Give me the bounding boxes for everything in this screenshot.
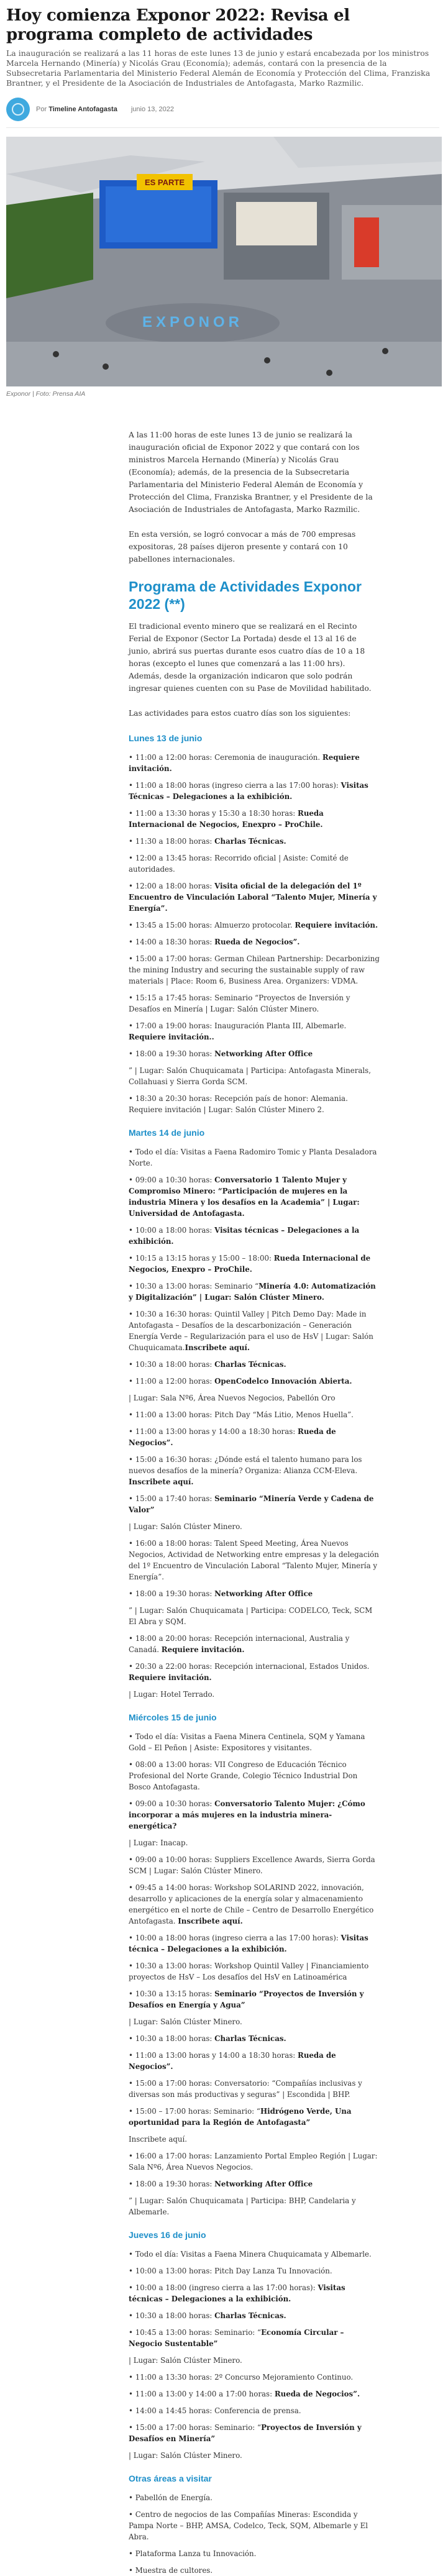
visitor-figure — [326, 370, 332, 376]
activity-highlight: Inscribete aquí. — [178, 1917, 243, 1925]
hero-image — [6, 137, 442, 386]
activity-item — [129, 1521, 380, 1532]
activity-item — [129, 992, 380, 1015]
day-activity-list — [129, 1146, 380, 1700]
activity-text: | Lugar: Hotel Terrado. — [129, 1690, 215, 1699]
activity-text: • Todo el día: Visitas a Faena Minera Chuquicamata y Albemarle. — [129, 2250, 372, 2259]
publish-date: junio 13, 2022 — [130, 105, 174, 113]
activity-highlight: Visita oficial de la delegación del 1º Encuentro de Vinculación Laboral “Talento Mujer, Minería y Energía”. — [129, 882, 377, 913]
activity-text: • 10:00 a 18:00 horas: — [129, 1226, 215, 1235]
activity-text: • 18:00 a 19:30 horas: — [129, 2180, 215, 2188]
activity-text: • 11:00 a 13:00 y 14:00 a 17:00 horas: — [129, 2390, 275, 2398]
activity-text: • Muestra de cultores. — [129, 2566, 213, 2575]
activity-text: • 15:00 a 17:40 horas: — [129, 1494, 215, 1503]
byline-text — [36, 106, 117, 113]
visitor-figure — [53, 351, 59, 357]
activity-highlight: Inscribete aquí. — [129, 1478, 194, 1486]
activity-item — [129, 852, 380, 875]
activity-item — [129, 2249, 380, 2260]
activity-text: ” | Lugar: Salón Chuquicamata | Participa: BHP, Candelaria y Albemarle. — [129, 2196, 356, 2216]
activity-text: • Centro de negocios de las Compañías Mineras: Escondida y Pampa Norte – BHP, AMSA, Codelco, Teck, SQM, Albemarle y El Abra. — [129, 2510, 368, 2541]
activity-highlight: Hidrógeno Verde, Una oportunidad para la Región de Antofagasta” — [129, 2107, 352, 2127]
activity-item — [129, 2388, 380, 2400]
activity-text: • 17:00 a 19:00 horas: Inauguración Planta III, Albemarle. — [129, 1021, 347, 1030]
activity-item — [129, 1020, 380, 1043]
activity-text: • 11:00 a 13:30 horas: 2º Concurso Mejoramiento Continuo. — [129, 2373, 354, 2382]
activity-item — [129, 1409, 380, 1420]
activity-text: • 10:00 a 18:00 (ingreso cierra a las 17:00 horas): — [129, 2283, 318, 2292]
activity-item — [129, 1932, 380, 1955]
page-title: Hoy comienza Exponor 2022: Revisa el programa completo de actividades — [6, 6, 350, 44]
activity-text: • 20:30 a 22:00 horas: Recepción internacional, Estados Unidos. — [129, 1662, 370, 1671]
activity-item — [129, 1253, 380, 1275]
activity-item — [129, 1661, 380, 1683]
activity-item — [129, 1392, 380, 1404]
activity-text: • 14:00 a 18:30 horas: — [129, 938, 215, 946]
activity-item — [129, 2310, 380, 2321]
activity-item — [129, 1798, 380, 1832]
article-paragraph: Las actividades para estos cuatro días son los siguientes: — [129, 709, 351, 718]
activity-highlight: Seminario “Minería Verde y Cadena de Valor” — [129, 1494, 374, 1514]
activity-item — [129, 836, 380, 847]
visitor-figure — [264, 357, 270, 363]
floor-letters: EXPONOR — [142, 314, 244, 331]
activity-item — [129, 1882, 380, 1927]
activity-item — [129, 1093, 380, 1115]
activity-item — [129, 1588, 380, 1599]
activity-item — [129, 1426, 380, 1448]
activity-item — [129, 1359, 380, 1370]
activity-text: • Todo el día: Visitas a Faena Minera Centinela, SQM y Yamana Gold – El Peñon | Asiste: Expositores y visitantes. — [129, 1732, 365, 1752]
activity-highlight: Requiere invitación. — [129, 1673, 212, 1682]
activity-highlight: Visitas técnica – Delegaciones a la exhibición. — [129, 1934, 368, 1953]
activity-highlight: Proyectos de Inversión y Desafíos en Minería” — [129, 2423, 362, 2443]
activity-item — [129, 2372, 380, 2383]
activity-highlight: Conversatorio 1 Talento Mujer y Compromiso Minero: “Participación de mujeres en la industria Minera y los desafíos en la Academia” | Lugar: Universidad de Antofagasta. — [129, 1176, 360, 1218]
canopy-inner — [106, 186, 211, 242]
activity-item — [129, 752, 380, 774]
activity-text: • 18:00 a 19:30 horas: — [129, 1049, 215, 1058]
author-avatar[interactable] — [6, 98, 30, 121]
activity-text: | Lugar: Salón Clúster Minero. — [129, 2356, 242, 2365]
activity-text: | Lugar: Salón Clúster Minero. — [129, 2451, 242, 2460]
activity-text: • Pabellón de Energía. — [129, 2493, 213, 2502]
article-header — [0, 0, 448, 128]
activity-text: | Lugar: Sala Nº6, Área Nuevos Negocios, Pabellón Oro — [129, 1394, 336, 1402]
byline — [6, 97, 439, 128]
activity-text: • 13:45 a 15:00 horas: Almuerzo protocolar. — [129, 921, 295, 929]
activity-item — [129, 1309, 380, 1353]
activity-text: • 11:00 a 13:00 horas y 14:00 a 18:30 horas: — [129, 1427, 298, 1436]
activity-item — [129, 2355, 380, 2366]
activity-item — [129, 2565, 380, 2576]
activity-highlight: Visitas técnicas – Delegaciones a la exhibición. — [129, 1226, 360, 1246]
activity-item — [129, 1854, 380, 1876]
activity-item — [129, 936, 380, 948]
activity-item — [129, 1759, 380, 1793]
activity-item — [129, 1493, 380, 1515]
activity-item — [129, 2450, 380, 2461]
activity-highlight: Networking After Office — [214, 2180, 313, 2188]
activity-item — [129, 1225, 380, 1247]
activity-text: • 11:00 a 12:00 horas: — [129, 1377, 215, 1386]
day-heading: Lunes 13 de junio — [129, 733, 203, 743]
activity-text: • 11:00 a 13:30 horas y 15:30 a 18:30 horas: — [129, 809, 298, 818]
activity-item — [129, 920, 380, 931]
activity-item — [129, 2282, 380, 2304]
activity-text: • 11:00 a 13:00 horas: Pitch Day “Más Litio, Menos Huella”. — [129, 1410, 354, 1419]
activity-item — [129, 2050, 380, 2072]
activity-item — [129, 780, 380, 802]
activity-text: • 11:00 a 18:00 horas (ingreso cierra a las 17:00 horas): — [129, 781, 341, 790]
activity-highlight: Requiere invitación. — [161, 1645, 245, 1654]
activity-text: • Todo el día: Visitas a Faena Radomiro Tomic y Planta Desaladora Norte. — [129, 1148, 377, 1167]
program-heading: Programa de Actividades Exponor 2022 (**) — [129, 578, 362, 612]
visitor-figure — [103, 363, 109, 370]
activity-highlight: Networking After Office — [214, 1049, 313, 1058]
activity-text: • 18:00 a 20:00 horas: Recepción internacional, Australia y Canadá. — [129, 1634, 350, 1654]
activity-text: • 18:30 a 20:30 horas: Recepción país de honor: Alemania. Requiere invitación | Lugar: Salón Clúster Minero 2. — [129, 1094, 348, 1114]
activity-highlight: Rueda de Negocios”. — [129, 1427, 336, 1447]
day-activity-list — [129, 2249, 380, 2461]
activity-highlight: Rueda Internacional de Negocios, Enexpro – ProChile. — [129, 809, 324, 829]
activity-text: • 12:00 a 13:45 horas: Recorrido oficial | Asiste: Comité de autoridades. — [129, 854, 349, 874]
activity-text: | Lugar: Inacap. — [129, 1838, 188, 1847]
activity-highlight: Charlas Técnicas. — [214, 2311, 286, 2320]
activity-text: • 10:30 a 13:00 horas: Workshop Quintil Valley | Financiamiento proyectos de HsV – Los desafíos del HsV en Latinoamérica — [129, 1962, 369, 1981]
activity-item — [129, 2033, 380, 2044]
activity-item — [129, 1538, 380, 1583]
hero-photo-illustration — [6, 137, 442, 386]
article-paragraph: El tradicional evento minero que se realizará en el Recinto Ferial de Exponor (Sector La Portada) desde el 13 al 16 de junio, abrirá sus puertas durante esos cuatro días de 10 a 18 horas (excepto el lunes que comenzará a las 11:00 hrs). Además, desde la organización indicaron que solo podrán ingresar quienes cuenten con su Pase de Movilidad habilitado. — [129, 622, 372, 693]
activity-item — [129, 1605, 380, 1627]
activity-highlight: Inscribete aquí. — [185, 1343, 250, 1352]
activity-item — [129, 1689, 380, 1700]
author-link[interactable]: Timeline Antofagasta — [48, 105, 117, 113]
activity-item — [129, 2150, 380, 2173]
activity-highlight: Seminario “Proyectos de Inversión y Desafíos en Energía y Agua” — [129, 1989, 364, 2009]
activity-item — [129, 1960, 380, 1983]
activity-item — [129, 1731, 380, 1753]
activity-text: • 15:00 a 17:00 horas: German Chilean Partnership: Decarbonizing the mining Industry and securing the sustainable supply of raw materials | Place: Room 6, Business Area. Organizers: VDMA. — [129, 954, 380, 985]
activity-text: • 14:00 a 14:45 horas: Conferencia de prensa. — [129, 2406, 301, 2415]
activity-item — [129, 2492, 380, 2503]
activity-highlight: Rueda Internacional de Negocios, Enexpro – ProChile. — [129, 1254, 371, 1274]
activity-text: • 08:00 a 13:00 horas: VII Congreso de Educación Técnico Profesional del Norte Grande, Colegio Técnico Industrial Don Bosco Antofagasta. — [129, 1760, 358, 1791]
article-paragraph: En esta versión, se logró convocar a más de 700 empresas expositoras, 28 países dijeron presente y contará con 10 pabellones internacionales. — [129, 530, 356, 564]
activity-text: • 10:00 a 18:00 horas (ingreso cierra a las 17:00 horas): — [129, 1934, 341, 1942]
activity-text: | Lugar: Salón Clúster Minero. — [129, 2017, 242, 2026]
activity-item — [129, 1146, 380, 1169]
activity-item — [129, 1837, 380, 1848]
activity-highlight: Economía Circular – Negocio Sustentable” — [129, 2328, 344, 2348]
walkway — [6, 342, 442, 386]
activity-item — [129, 1281, 380, 1303]
activity-item — [129, 1454, 380, 1487]
activity-text: • 15:00 – 17:00 horas: Seminario: “ — [129, 2107, 260, 2116]
activity-item — [129, 2327, 380, 2349]
activity-text: • 15:00 a 17:00 horas: Conversatorio: “Compañías inclusivas y diversas son más productivas y seguras” | Escondida | BHP. — [129, 2079, 362, 2099]
activity-text: • 10:30 a 18:00 horas: — [129, 1360, 215, 1369]
activity-text: Inscribete aquí. — [129, 2135, 188, 2144]
activity-highlight: Rueda de Negocios”. — [274, 2390, 360, 2398]
article-lead: La inauguración se realizará a las 11 horas de este lunes 13 de junio y estará encabezada por los ministros Marcela Hernando (Minería) y Nicolás Grau (Economía); además, contará con la presencia de la Subsecretaria Parlamentaria del Ministerio Federal Alemán de Economía y Protección del Clima, Franziska Brantner, y el Presidente de la Asociación de Industriales de Antofagasta, Marko Razmilic. — [6, 48, 431, 88]
activity-item — [129, 1174, 380, 1219]
activity-item — [129, 1048, 380, 1059]
activity-item — [129, 953, 380, 987]
avatar-logo-icon — [12, 103, 24, 116]
activity-highlight: Requiere invitación. — [295, 921, 378, 929]
activity-highlight: Charlas Técnicas. — [214, 2034, 286, 2043]
activity-text: • 12:00 a 18:00 horas: — [129, 882, 215, 890]
day-heading: Otras áreas a visitar — [129, 2473, 212, 2483]
activity-highlight: Conversatorio Talento Mujer: ¿Cómo incorporar a más mujeres en la industria minera-energética? — [129, 1799, 365, 1830]
activity-highlight: Rueda de Negocios”. — [214, 938, 300, 946]
activity-text: • 11:00 a 12:00 horas: Ceremonia de inauguración. — [129, 753, 322, 762]
red-stand — [354, 217, 379, 267]
activity-text: ” | Lugar: Salón Chuquicamata | Participa: CODELCO, Teck, SCM El Abra y SQM. — [129, 1606, 373, 1626]
activity-item — [129, 1065, 380, 1087]
day-heading: Miércoles 15 de junio — [129, 1712, 217, 1722]
activity-text: • 15:15 a 17:45 horas: Seminario “Proyectos de Inversión y Desafíos en Minería | Lugar: Salón Clúster Minero. — [129, 993, 350, 1013]
activity-item — [129, 1988, 380, 2011]
activity-text: • 10:15 a 13:15 horas y 15:00 – 18:00: — [129, 1254, 274, 1263]
activity-text: • 10:30 a 18:00 horas: — [129, 2034, 215, 2043]
day-activity-list — [129, 2492, 380, 2576]
activity-text: • 09:00 a 10:30 horas: — [129, 1799, 215, 1808]
activity-text: • 11:00 a 13:00 horas y 14:00 a 18:30 horas: — [129, 2051, 298, 2060]
activity-item — [129, 808, 380, 830]
activity-text: • 16:00 a 18:00 horas: Talent Speed Meeting, Área Nuevos Negocios, Actividad de Networking entre empresas y la delegación del 1º Encuentro de Vinculación Laboral “Talento Mujer, Minería y Energía”. — [129, 1539, 379, 1581]
byline-prefix: Por — [36, 105, 47, 113]
activity-text: • 09:00 a 10:30 horas: — [129, 1176, 215, 1184]
activity-highlight: Minería 4.0: Automatización y Digitalización” | Lugar: Salón Clúster Minero. — [129, 1282, 376, 1302]
activity-text: • 09:00 a 10:00 horas: Suppliers Excellence Awards, Sierra Gorda SCM | Lugar: Salón Clúster Minero. — [129, 1855, 375, 1875]
activity-text: • 10:00 a 13:00 horas: Pitch Day Lanza Tu Innovación. — [129, 2267, 332, 2275]
activity-highlight: OpenCodelco Innovación Abierta. — [214, 1377, 352, 1386]
day-heading: Martes 14 de junio — [129, 1128, 205, 1138]
day-heading: Jueves 16 de junio — [129, 2230, 206, 2240]
grass-area — [6, 193, 93, 298]
activity-text: • 10:30 a 13:00 horas: Seminario “ — [129, 1282, 259, 1290]
activity-highlight: Visitas técnicas – Delegaciones a la exhibición. — [129, 2283, 345, 2303]
activity-text: • 10:30 a 16:30 horas: Quintil Valley | Pitch Demo Day: Made in Antofagasta – Desafíos de la descarbonización – Generación Energía Verde – Regularización para el uso de HsV | Lugar: Salón Chuquicamata. — [129, 1310, 373, 1352]
pavilion-wall — [236, 202, 317, 245]
activity-item — [129, 2178, 380, 2190]
activity-item — [129, 2422, 380, 2444]
activity-item — [129, 2134, 380, 2145]
article-paragraph: A las 11:00 horas de este lunes 13 de junio se realizará la inauguración oficial de Exponor 2022 y que contará con los ministros Marcela Hernando (Minería) y Nicolás Grau (Economía); además, de la presencia de la Subsecretaria Parlamentaria del Ministerio Federal Alemán de Economía y Protección del Clima, Franziska Brantner, y el Presidente de la Asociación de Industriales de Antofagasta, Marko Razmilic. — [129, 431, 373, 514]
day-activity-list — [129, 1731, 380, 2217]
activity-text: | Lugar: Salón Clúster Minero. — [129, 1522, 242, 1531]
activity-item — [129, 2509, 380, 2542]
activity-highlight: Visitas Técnicas – Delegaciones a la exhibición. — [129, 781, 368, 801]
activity-item — [129, 880, 380, 914]
activity-item — [129, 2016, 380, 2027]
schedule — [129, 732, 380, 2576]
activity-highlight: Charlas Técnicas. — [214, 837, 286, 846]
activity-item — [129, 2548, 380, 2559]
activity-item — [129, 2078, 380, 2100]
activity-item — [129, 1633, 380, 1655]
activity-highlight: Requiere invitación.. — [129, 1033, 214, 1041]
activity-text: ” | Lugar: Salón Chuquicamata | Participa: Antofagasta Minerals, Collahuasi y Sierra Gorda SCM. — [129, 1066, 371, 1086]
activity-item — [129, 2265, 380, 2277]
activity-highlight: Requiere invitación. — [129, 753, 360, 773]
visitor-figure — [382, 348, 388, 354]
activity-highlight: Rueda de Negocios”. — [129, 2051, 336, 2071]
activity-highlight: Charlas Técnicas. — [214, 1360, 286, 1369]
activity-text: • 18:00 a 19:30 horas: — [129, 1589, 215, 1598]
activity-item — [129, 2195, 380, 2217]
activity-text: • 11:30 a 18:00 horas: — [129, 837, 215, 846]
activity-highlight: Networking After Office — [214, 1589, 313, 1598]
activity-item — [129, 2405, 380, 2416]
sign-text: ES PARTE — [144, 178, 185, 187]
activity-text: • 15:00 a 17:00 horas: Seminario: “ — [129, 2423, 262, 2432]
activity-text: • 10:30 a 18:00 horas: — [129, 2311, 215, 2320]
day-activity-list — [129, 752, 380, 1115]
article-body — [0, 398, 448, 2576]
activity-text: • 10:45 a 13:00 horas: Seminario: “ — [129, 2328, 262, 2337]
activity-text: • 10:30 a 13:15 horas: — [129, 1989, 215, 1998]
activity-text: • Plataforma Lanza tu Innovación. — [129, 2549, 257, 2558]
activity-text: • 15:00 a 16:30 horas: ¿Dónde está el talento humano para los nuevos desafíos de la minería? Organiza: Alianza CCM-Eleva. — [129, 1455, 362, 1475]
activity-item — [129, 2106, 380, 2128]
activity-text: • 16:00 a 17:00 horas: Lanzamiento Portal Empleo Región | Lugar: Sala Nº6, Área Nuevos Negocios. — [129, 2152, 378, 2172]
activity-item — [129, 1376, 380, 1387]
image-caption: Exponor | Foto: Prensa AIA — [6, 390, 86, 398]
activity-text: • 09:45 a 14:00 horas: Workshop SOLARIND 2022, innovación, desarrollo y aplicaciones de la energía solar y almacenamiento energético en el norte de Chile – Centro de Desarrollo Energético Antofagasta. — [129, 1883, 374, 1925]
